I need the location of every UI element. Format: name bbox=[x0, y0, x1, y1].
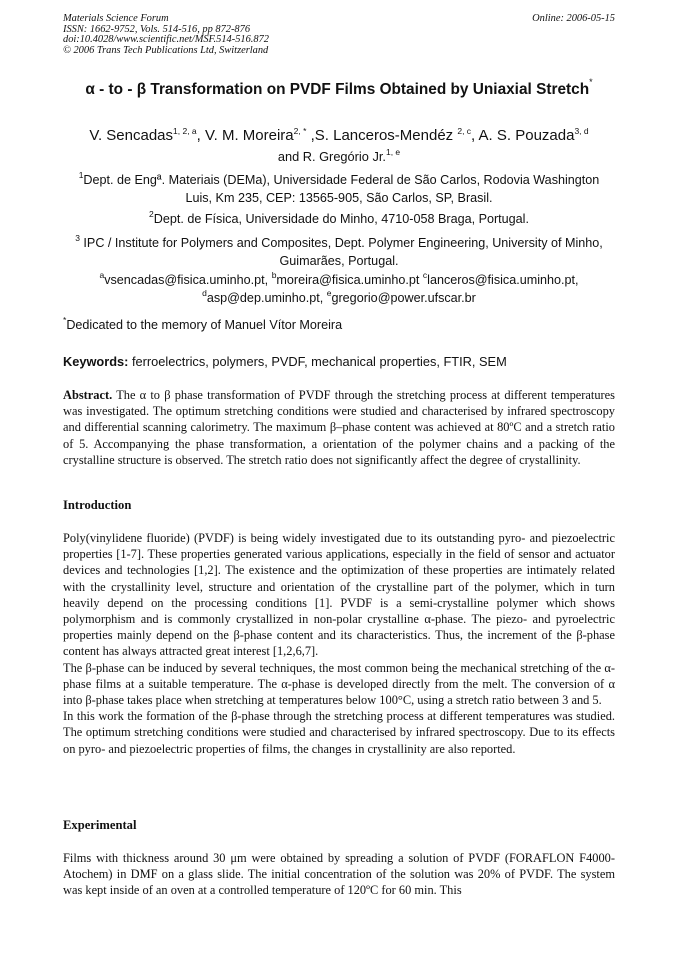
author-name: , A. S. Pouzada bbox=[471, 127, 575, 144]
author-affil-sup: 3, d bbox=[574, 126, 589, 136]
online-date: Online: 2006-05-15 bbox=[532, 13, 615, 24]
section-heading-introduction: Introduction bbox=[63, 498, 132, 512]
affiliation-sup: 1 bbox=[78, 170, 84, 180]
email-link[interactable]: gregorio@power.ufscar.br bbox=[331, 290, 476, 305]
affiliation-sup: 3 bbox=[75, 233, 80, 243]
author-affil-sup: 1, e bbox=[385, 147, 401, 157]
paragraph: In this work the formation of the β-phase through the stretching process at different temperatures was studied. The optimum stretching conditions were studied and characterised by infrared spectroscopy. Due to its effects on pyro- and piezoelectric properties of films, the changes in crystallinity are also reported. bbox=[63, 709, 615, 756]
journal-name: Materials Science Forum bbox=[63, 13, 169, 24]
email-sup: c bbox=[422, 270, 428, 280]
title-text: α - to - β Transformation on PVDF Films Obtained by Uniaxial Stretch bbox=[85, 81, 590, 99]
email-link[interactable]: asp@dep.uminho.pt, bbox=[206, 290, 327, 305]
email-sup: b bbox=[271, 270, 277, 280]
keywords-text: ferroelectrics, polymers, PVDF, mechanical properties, FTIR, SEM bbox=[128, 354, 507, 369]
email-sup: e bbox=[326, 287, 332, 298]
author-name: , V. M. Moreira bbox=[196, 127, 294, 144]
author-list bbox=[40, 126, 638, 168]
paragraph: Poly(vinylidene fluoride) (PVDF) is being widely investigated due to its outstanding pyro- and piezoelectric properties [1-7]. These properties generated various applications, especially in the field of sensor and actuator devices and technologies [1,2]. The existence and the optimization of these properties are intimately related with the crystallinity level, structure and orientation of the crystalline part of the polymer, which in turn heavily depend on the processing conditions [1]. PVDF is a semi-crystalline polymer which shows polymorphism and is commonly crystallized in non-polar crystalline α-phase. The piezo- and pyroelectric properties mainly depend on the β-phase content and its characteristics. Thus, the increment of the β-phase content has always attracted great interest [1,2,6,7]. bbox=[63, 531, 615, 659]
affiliation-text: IPC / Institute for Polymers and Composites, Dept. Polymer Engineering, University of Minho, Guimarães, Portugal. bbox=[79, 236, 603, 268]
abstract-label: Abstract. bbox=[63, 388, 113, 402]
introduction-body bbox=[63, 530, 615, 757]
dedication-sup: * bbox=[63, 315, 67, 325]
journal-header bbox=[63, 14, 269, 56]
email-sup: a bbox=[99, 270, 105, 280]
author-affil-sup: 2, * bbox=[293, 126, 307, 136]
abstract-text: The α to β phase transformation of PVDF through the stretching process at different temperatures was investigated. The optimum stretching conditions were studied and characterised by infrared spectroscopy and differential scanning calorimetry. The maximum β–phase content was achieved at 80ºC and a stretch ratio of 5. Accompanying the phase transformation, a orientation of the polymer chains and a packing of the crystalline structure is observed. The stretch ratio does not significantly affect the degree of crystallinity. bbox=[63, 388, 615, 467]
title-footnote-mark: * bbox=[589, 77, 593, 87]
section-heading-experimental: Experimental bbox=[63, 818, 137, 832]
keywords bbox=[63, 354, 507, 369]
email-list bbox=[64, 272, 614, 307]
email-link[interactable]: lanceros@fisica.uminho.pt, bbox=[427, 273, 579, 287]
email-link[interactable]: moreira@fisica.uminho.pt bbox=[276, 273, 423, 287]
doi-line: doi:10.4028/www.scientific.net/MSF.514-516.872 bbox=[63, 34, 269, 46]
email-sup: d bbox=[202, 287, 207, 298]
paper-title bbox=[30, 77, 648, 99]
author-name: V. Sencadas bbox=[89, 127, 174, 144]
affiliation-3 bbox=[64, 235, 614, 269]
paragraph: The β-phase can be induced by several techniques, the most common being the mechanical stretching of the α-phase films at a suitable temperature. The α-phase is developed directly from the melt. The conversion of α into β-phase takes place when stretching at temperatures below 100°C, using a stretch ratio between 3 and 5. bbox=[63, 660, 615, 708]
affiliation-text: Dept. de Física, Universidade do Minho, 4710-058 Braga, Portugal. bbox=[153, 212, 529, 226]
affiliation-2 bbox=[70, 211, 608, 229]
paragraph: Films with thickness around 30 μm were obtained by spreading a solution of PVDF (FORAFLON F4000-Atochem) in DMF on a glass slide. The initial concentration of the solution was 20% of PVDF. The system was kept inside of an oven at a controlled temperature of 120ºC for 60 min. This bbox=[63, 851, 615, 898]
author-name: ,S. Lanceros-Mendéz bbox=[306, 127, 458, 144]
dedication bbox=[63, 315, 343, 332]
experimental-body bbox=[63, 850, 615, 899]
author-affil-sup: 1, 2, a bbox=[173, 126, 197, 136]
issn-line: ISSN: 1662-9752, Vols. 514-516, pp 872-876 bbox=[63, 23, 251, 35]
affiliation-text: Dept. de Engª. Materiais (DEMa), Universidade Federal de São Carlos, Rodovia Washington Luis, Km 235, CEP: 13565-905, São Carlos, SP, Brasil. bbox=[83, 173, 600, 205]
affiliation-sup: 2 bbox=[149, 209, 154, 219]
author-affil-sup: 2, c bbox=[457, 126, 472, 136]
email-link[interactable]: vsencadas@fisica.uminho.pt, bbox=[104, 273, 272, 287]
affiliation-1 bbox=[70, 172, 608, 206]
keywords-label: Keywords: bbox=[63, 354, 129, 369]
abstract bbox=[63, 387, 615, 468]
author-name: and R. Gregório Jr. bbox=[277, 149, 386, 164]
dedication-text: Dedicated to the memory of Manuel Vítor Moreira bbox=[66, 318, 343, 332]
copyright-line: © 2006 Trans Tech Publications Ltd, Switzerland bbox=[63, 44, 269, 56]
